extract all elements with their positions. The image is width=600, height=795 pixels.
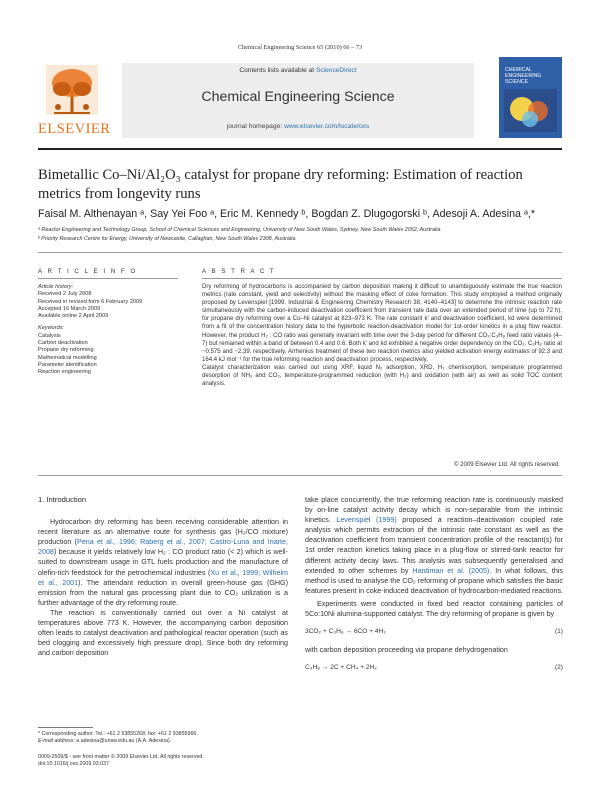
- text-run: ). The attendant reduction in overall green-house gas (GHG) emission from the natural gas processing plant due to CO₂ utilization is a further advantage of the dry reforming route.: [38, 578, 288, 607]
- divider: [38, 475, 562, 476]
- equation-text: C₃H₈ → 2C + CH₄ + 2H₂: [305, 664, 377, 672]
- history-item: Available online 2 April 2009: [38, 313, 109, 320]
- keyword: Reaction engineering: [38, 369, 91, 376]
- journal-banner: [122, 63, 474, 138]
- footnote: [38, 731, 288, 745]
- cover-title: [505, 67, 541, 86]
- body-paragraph: with carbon deposition proceeding via propane dehydrogenation: [305, 646, 508, 655]
- cover-title-line: CHEMICAL: [505, 67, 532, 73]
- body-paragraph: The reaction is conventionally carried out over a Ni catalyst at temperatures above 773 K. However, the accompanying carbon deposition often leads to catalyst deactivation and pathological reactor operation (such as bed clogging and excessively high pressure drop). Since both dry reforming and carbon deposition: [38, 608, 288, 658]
- body-paragraph: [305, 495, 563, 596]
- journal-masthead: [38, 63, 562, 145]
- cover-title-line: SCIENCE: [505, 79, 529, 86]
- history-item: Accepted 16 March 2009: [38, 305, 101, 312]
- homepage-link[interactable]: www.elsevier.com/locate/ces: [284, 123, 370, 130]
- right-column: [305, 495, 563, 681]
- keyword: Carbon deactivation: [38, 340, 88, 347]
- left-column: [38, 495, 288, 658]
- cover-art-icon: [504, 89, 557, 132]
- doi-link[interactable]: doi:10.1016/j.ces.2009.03.037: [38, 761, 109, 768]
- equation-2: [305, 663, 563, 673]
- body-paragraph: Experiments were conducted in fixed bed reactor containing particles of 5Co:10Ni alumina-supported catalyst. The dry reforming of propane is given by: [305, 599, 563, 619]
- author-list: Faisal M. Althenayan ᵃ, Say Yei Foo ᵃ, Eric M. Kennedy ᵇ, Bogdan Z. Dlugogorski ᵇ, Adesoji A. Adesina ᵃ,*: [38, 208, 536, 220]
- divider: [38, 252, 562, 253]
- text-run: take place concurrently, the true reforming reaction rate is continuously masked by on-line catalyst activity decay which is non-separable from the intrinsic kinetics.: [305, 496, 563, 525]
- text-run: proposed a reaction–deactivation coupled rate analysis which permits extraction of the intrinsic rate constant as well as the deactivation coefficient from transient concentration profile of the reactant(s) for 1st order reaction kinetics taking place in a plug-flow or stirred-tank reactor for different activity decay laws. This analysis was subsequently generalised and extended to other schemes by: [305, 516, 564, 575]
- abstract-heading: A B S T R A C T: [202, 268, 276, 275]
- section-heading: 1. Introduction: [38, 495, 87, 504]
- email-link[interactable]: a.adesina@unsw.edu.au (A.A. Adesina).: [76, 738, 172, 744]
- elsevier-logo[interactable]: [38, 63, 111, 137]
- journal-cover[interactable]: [499, 57, 562, 138]
- corresponding-author: * Corresponding author. Tel.: +61 2 93855268; fax: +61 2 93855966.: [38, 731, 198, 737]
- issn-line: 0009-2509/$ - see front matter © 2009 Elsevier Ltd. All rights reserved.: [38, 754, 204, 760]
- sciencedirect-link[interactable]: ScienceDirect: [315, 67, 357, 74]
- publisher-name: ELSEVIER: [38, 121, 111, 137]
- copyright: © 2009 Elsevier Ltd. All rights reserved.: [454, 462, 560, 468]
- text-run: ) because it yields relatively low H₂ : CO product ratio (< 2) which is well-suited to downstream usage in GTL fuels production and the manufacture of olefin-rich feedstock for the petrochemical industries (: [38, 548, 288, 577]
- running-head: Chemical Engineering Science 65 (2010) 66 – 73: [237, 44, 363, 51]
- equation-number: (2): [554, 664, 563, 672]
- citation-link[interactable]: Hardiman et al. (2005): [412, 566, 490, 575]
- history-item: Received in revised form 6 February 2009: [38, 298, 143, 305]
- article-info-heading: A R T I C L E I N F O: [38, 268, 138, 275]
- text-run: . In what follows, this method is used to analyse the CO₂ reforming of propane which satisfies the basic features present in coke-induced deactivation of hydrocarbon-mediated reactions.: [305, 566, 564, 595]
- equation-text: 3CO₂ + C₃H₈ → 6CO + 4H₂: [305, 628, 386, 636]
- footnote-rule: [38, 727, 93, 728]
- text-run: Hydrocarbon dry reforming has been receiving considerable attention in recent literature as an alternative route for synthesis gas (H₂/CO mixture) production (: [38, 518, 288, 547]
- front-matter: [38, 754, 288, 768]
- email-label: E-mail address:: [38, 738, 75, 744]
- abstract-paragraph: Catalyst characterization was carried out using XRF, liquid N₂ adsorption, XRD, H₂ chemisorption, temperature programmed desorption of NH₃ and CO₂, temperature-programmed reduction (with H₂) and oxidation (with air) as well as solid TOC content analysis.: [202, 364, 562, 388]
- equation-number: (1): [554, 628, 563, 636]
- article-info: [38, 284, 183, 377]
- article-title: Bimetallic Co–Ni/Al₂O₃ catalyst for propane dry reforming: Estimation of reaction metrics from longevity runs: [38, 167, 523, 202]
- citation-link[interactable]: Xu et al., 1999; Wilhelm et al., 2001: [38, 568, 288, 587]
- keyword: Mathematical modelling: [38, 354, 97, 361]
- abstract-body: [202, 283, 562, 388]
- keyword: Propane dry reforming: [38, 347, 94, 354]
- journal-homepage: [122, 123, 474, 130]
- keywords-label: Keywords:: [38, 325, 65, 332]
- homepage-label: journal homepage:: [226, 123, 285, 130]
- contents-prefix: Contents lists available at: [239, 67, 316, 74]
- contents-line: [122, 67, 474, 74]
- journal-title[interactable]: Chemical Engineering Science: [201, 89, 395, 105]
- citation-link[interactable]: Levenspiel (1999): [336, 516, 397, 525]
- header-rule: [38, 148, 562, 150]
- abstract-paragraph: Dry reforming of hydrocarbons is accompanied by carbon deposition making it difficult to unambiguously estimate the true reaction metrics (rate constant, yield and selectivity) without the masking effect of coke formation. This study employed a method originally proposed by Levenspiel [1999. Industrial & Engineering Chemistry Research 38, 4140–4143] to determine the intrinsic reaction rate simultaneously with the carbon-induced deactivation coefficient from transient rate data over an extended period of time (up to 72 h), for propane dry reforming over a Co–Ni catalyst at 823–973 K. The rate constant k′ and deactivation coefficient, kd were determined from a fit of the concentration history data to the hyperbolic reaction-deactivation model for 1st-order kinetics in a plug flow reactor. However, the product H₂ : CO ratio was generally invariant with time over the 3-day period for different CO₂:C₃H₈ feed ratio values (4–7) but remained within a band of between 0.4 and 0.6. Both k′ and kd exhibited a negative order dependency on the CO₂: C₃H₈ ratio at −0.575 and −2.39, respectively. Arrhenius treatment of these two reaction metrics also yielded activation energy estimates of 92.3 and 164.4 kJ mol⁻¹ for the true reforming reaction and deactivation process, respectively.: [202, 284, 562, 363]
- equation-1: [305, 627, 563, 637]
- history-item: Received 2 July 2008: [38, 291, 92, 298]
- keyword: Parameter identification: [38, 361, 97, 368]
- citation-link[interactable]: Pena et al., 1996; Raberg et al., 2007; Castro-Luna and Iriarte, 2008: [38, 538, 288, 557]
- history-label: Article history:: [38, 284, 74, 290]
- body-paragraph: [38, 517, 288, 608]
- divider: [202, 278, 562, 279]
- cover-title-line: ENGINEERING: [505, 73, 542, 80]
- affiliation-a: ᵃ Reactor Engineering and Technology Group, School of Chemical Sciences and Engineering, University of New South Wales, Sydney, New South Wales 2052, Australia: [38, 227, 441, 233]
- affiliation-b: ᵇ Priority Research Centre for Energy, University of Newcastle, Callaghan, New South Wales 2308, Australia: [38, 236, 296, 242]
- keyword: Catalysis: [38, 332, 61, 339]
- email-line: [38, 738, 288, 745]
- divider: [38, 278, 178, 279]
- elsevier-tree-icon: [46, 65, 98, 115]
